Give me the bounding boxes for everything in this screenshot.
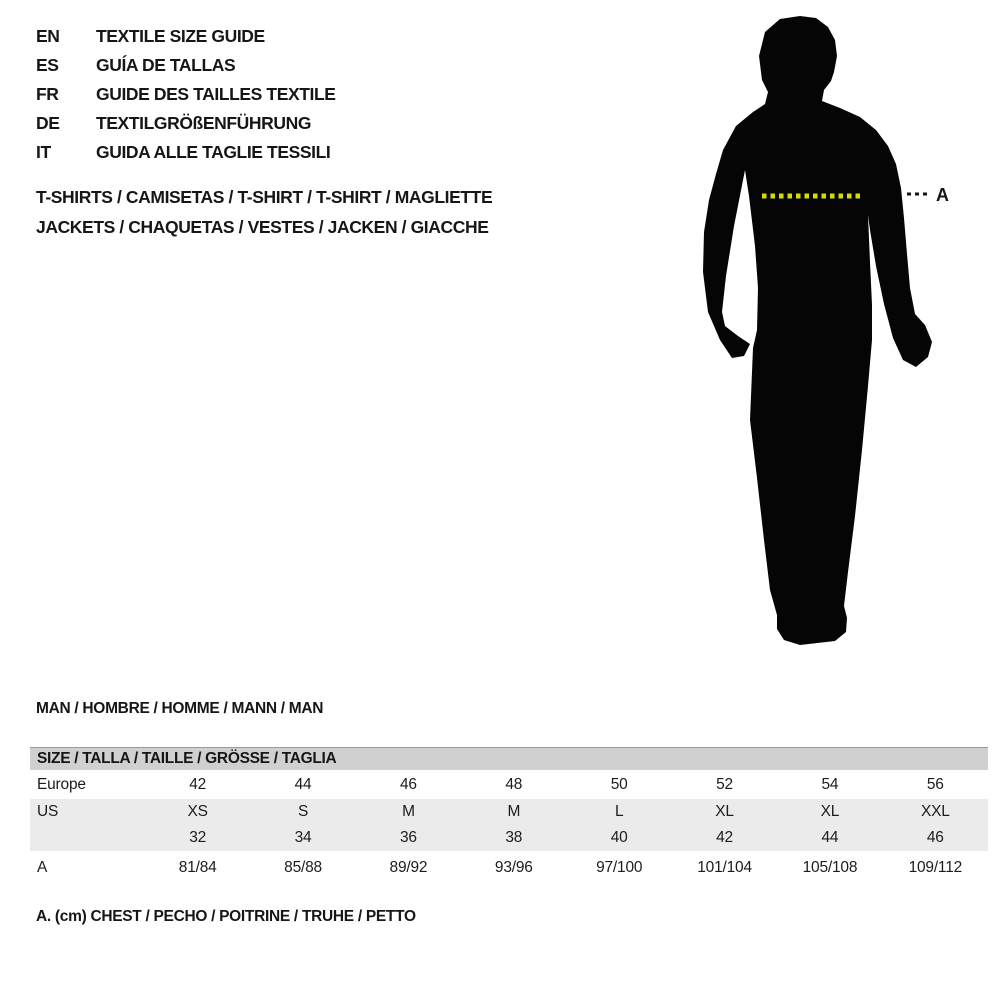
- man-silhouette: [703, 16, 932, 645]
- language-title: GUÍA DE TALLAS: [96, 55, 236, 75]
- language-code: IT: [36, 142, 51, 162]
- size-cell: 48: [505, 775, 523, 793]
- size-cell: 42: [189, 775, 207, 793]
- size-cell: 89/92: [389, 858, 428, 876]
- language-code: FR: [36, 84, 59, 104]
- size-cell: 42: [716, 829, 733, 846]
- size-cell: 38: [505, 829, 523, 846]
- language-row: [36, 80, 336, 109]
- size-cell: 34: [294, 829, 312, 846]
- size-cell: XL: [715, 803, 734, 820]
- language-code: ES: [36, 55, 59, 75]
- size-table: [30, 747, 988, 884]
- language-list: [36, 22, 336, 167]
- product-line: JACKETS / CHAQUETAS / VESTES / JACKEN / GIACCHE: [36, 217, 489, 237]
- language-title: GUIDA ALLE TAGLIE TESSILI: [96, 142, 331, 162]
- man-silhouette-figure: [660, 0, 950, 670]
- row-label: US: [37, 803, 59, 820]
- row-label: A: [37, 858, 48, 876]
- size-cell: 32: [189, 829, 207, 846]
- size-cell: M: [402, 803, 415, 820]
- row-label: Europe: [37, 775, 86, 793]
- size-cell: 97/100: [596, 858, 643, 876]
- language-title: TEXTILGRÖßENFÜHRUNG: [96, 113, 312, 133]
- size-cell: 40: [610, 829, 628, 846]
- size-cell: 50: [610, 775, 628, 793]
- size-cell: 105/108: [802, 858, 858, 876]
- size-cell: S: [297, 803, 309, 820]
- language-row: [36, 138, 336, 167]
- size-cell: 46: [926, 829, 944, 846]
- size-cell: 101/104: [697, 858, 752, 876]
- product-categories: [36, 182, 492, 242]
- language-row: [36, 22, 336, 51]
- table-row-chest: [30, 851, 988, 884]
- size-cell: XL: [820, 803, 840, 820]
- size-cell: 85/88: [284, 858, 322, 876]
- language-title: GUIDE DES TAILLES TEXTILE: [96, 84, 336, 104]
- language-title: TEXTILE SIZE GUIDE: [96, 26, 265, 46]
- size-cell: 56: [926, 775, 944, 793]
- size-table-header: SIZE / TALLA / TAILLE / GRÖSSE / TAGLIA: [30, 747, 988, 770]
- table-row-us: [30, 799, 988, 825]
- size-cell: 109/112: [908, 858, 963, 876]
- size-cell: 44: [821, 829, 839, 846]
- size-cell: 52: [716, 775, 733, 793]
- table-row-europe: [30, 770, 988, 799]
- table-row-numeric: [30, 825, 988, 851]
- product-line: T-SHIRTS / CAMISETAS / T-SHIRT / T-SHIRT / MAGLIETTE: [36, 187, 493, 207]
- size-cell: M: [507, 803, 521, 820]
- size-cell: 81/84: [178, 858, 217, 876]
- gender-heading: MAN / HOMBRE / HOMME / MANN / MAN: [36, 700, 324, 717]
- size-cell: XXL: [920, 803, 950, 820]
- size-cell: 44: [294, 775, 312, 793]
- size-cell: 93/96: [494, 858, 533, 876]
- measurement-footnote: A. (cm) CHEST / PECHO / POITRINE / TRUHE / PETTO: [36, 908, 416, 925]
- language-row: [36, 51, 336, 80]
- size-cell: XS: [187, 803, 208, 820]
- size-cell: 36: [400, 829, 417, 846]
- chest-measure-label: A: [936, 185, 949, 205]
- language-row: [36, 109, 336, 138]
- language-code: EN: [36, 26, 60, 46]
- size-cell: 46: [400, 775, 417, 793]
- size-cell: L: [614, 803, 624, 820]
- size-cell: 54: [821, 775, 839, 793]
- language-code: DE: [36, 113, 60, 133]
